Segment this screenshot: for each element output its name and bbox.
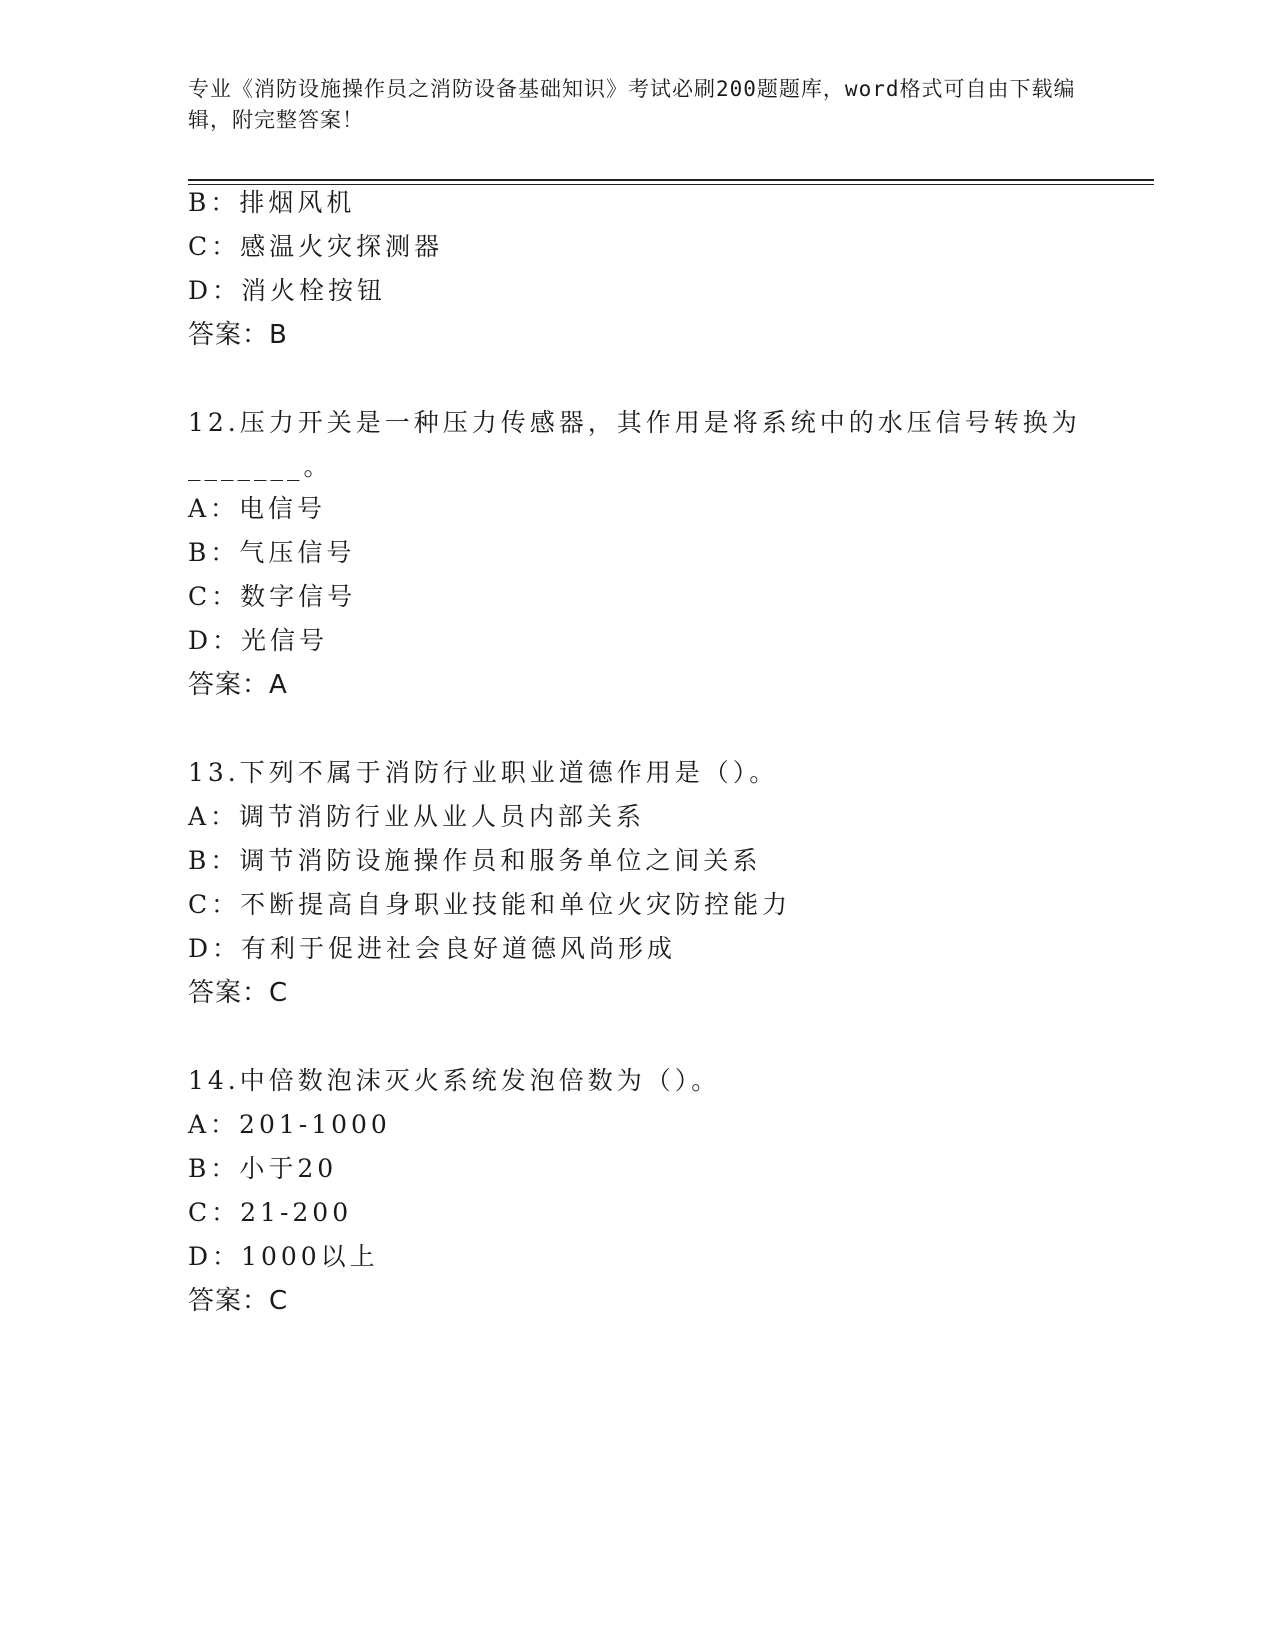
answer-line: 答案：C: [188, 1286, 289, 1316]
answer-line: 答案：A: [188, 670, 288, 700]
option-d: D：1000以上: [188, 1242, 379, 1271]
question-stem: 12.压力开关是一种压力传感器，其作用是将系统中的水压信号转换为: [188, 408, 1081, 437]
option-a: A：调节消防行业从业人员内部关系: [188, 802, 646, 831]
option-a: A：201-1000: [188, 1110, 391, 1139]
option-c: C：数字信号: [188, 582, 357, 611]
option-d: D：消火栓按钮: [188, 276, 387, 305]
question-stem: 13.下列不属于消防行业职业道德作用是（）。: [188, 758, 779, 787]
option-c: C：21-200: [188, 1198, 353, 1227]
header-rule-thick: [188, 179, 1154, 181]
option-c: C：不断提高自身职业技能和单位火灾防控能力: [188, 890, 792, 919]
option-d: D：光信号: [188, 626, 329, 655]
option-b: B：小于20: [188, 1154, 338, 1183]
question-stem-continued: _______。: [188, 452, 333, 481]
option-d: D：有利于促进社会良好道德风尚形成: [188, 934, 677, 963]
document-header: 专业《消防设施操作员之消防设备基础知识》考试必刷200题题库，word格式可自由下载编辑，附完整答案！: [188, 77, 1076, 132]
option-c: C：感温火灾探测器: [188, 232, 444, 261]
question-stem: 14.中倍数泡沫灭火系统发泡倍数为（）。: [188, 1066, 721, 1095]
option-a: A：电信号: [188, 494, 327, 523]
header-rule-thin: [188, 184, 1154, 185]
option-b: B：调节消防设施操作员和服务单位之间关系: [188, 846, 762, 875]
option-b: B：气压信号: [188, 538, 356, 567]
answer-line: 答案：B: [188, 320, 288, 350]
option-b: B：排烟风机: [188, 188, 356, 217]
answer-line: 答案：C: [188, 978, 289, 1008]
